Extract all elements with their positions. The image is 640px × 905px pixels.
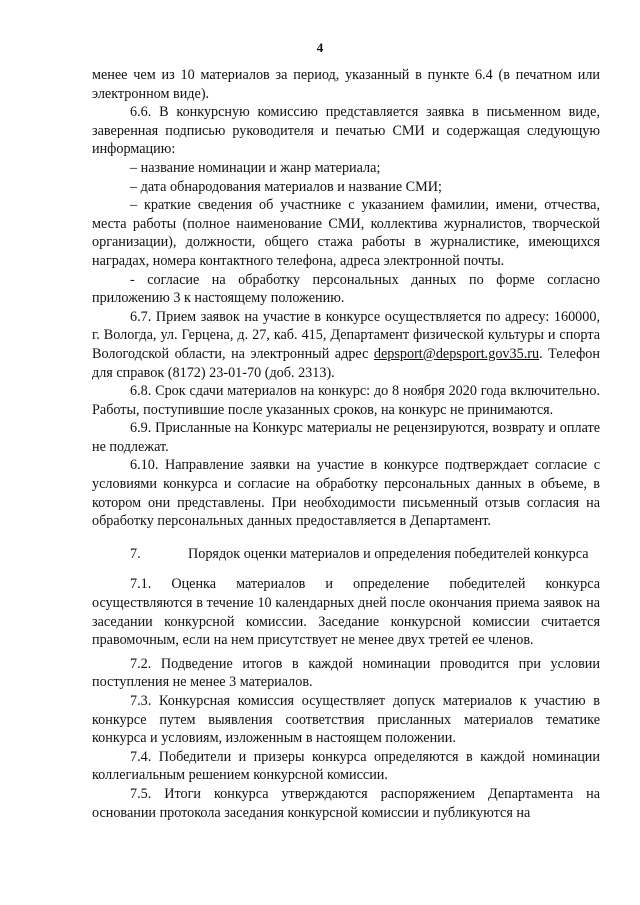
list-item-participant-info: – краткие сведения об участнике с указанием фамилии, имени, отчества, места работы (полное наименование СМИ, коллектива журналистов, творческой организации), должности, общего стажа работы в журналистике, имеющихся наградах, номера контактного телефона, адреса электронной почты. [92, 197, 600, 269]
paragraph-continued: менее чем из 10 материалов за период, указанный в пункте 6.4 (в печатном или электронном виде). [92, 67, 600, 102]
paragraph-7-1: 7.1. Оценка материалов и определение победителей конкурса осуществляются в течение 10 календарных дней после окончания приема заявок на заседании конкурсной комиссии. Заседание конкурсной комиссии считается правомочным, если на нем присутствует не менее двух третей ее членов. [92, 576, 600, 649]
list-item-nomination: – название номинации и жанр материала; [130, 159, 381, 176]
paragraph-6-8: 6.8. Срок сдачи материалов на конкурс: до 8 ноября 2020 года включительно. Работы, поступившие после указанных сроков, на конкурс не принимаются. [92, 383, 600, 418]
email-link[interactable]: depsport@depsport.gov35.ru [373, 345, 540, 362]
list-item-consent: - согласие на обработку персональных данных по форме согласно приложению 3 к настоящему положению. [92, 271, 600, 307]
section-7-heading [92, 545, 600, 564]
section-7-title: Порядок оценки материалов и определения победителей конкурса [188, 545, 589, 562]
paragraph-6-6: 6.6. В конкурсную комиссию представляется заявка в письменном виде, заверенная подписью руководителя и печатью СМИ и содержащая следующую информацию: [92, 104, 600, 158]
paragraph-7-4: 7.4. Победители и призеры конкурса определяются в каждой номинации коллегиальным решением конкурсной комиссии. [92, 748, 600, 784]
paragraph-7-2: 7.2. Подведение итогов в каждой номинации проводится при условии поступления не менее 3 материалов. [92, 655, 600, 691]
paragraph-6-9: 6.9. Присланные на Конкурс материалы не рецензируются, возврату и оплате не подлежат. [92, 420, 600, 455]
paragraph-6-7 [92, 308, 600, 382]
paragraph-6-7-phone: . Телефон для справок (8172) 23-01-70 (доб. 2313). [92, 345, 600, 381]
paragraph-7-5: 7.5. Итоги конкурса утверждаются распоряжением Департамента на основании протокола заседания конкурсной комиссии и публикуются на [92, 785, 600, 821]
document-body [92, 66, 600, 822]
paragraph-7-3: 7.3. Конкурсная комиссия осуществляет допуск материалов к участию в конкурсе путем выявления соответствия присланных материалов тематике конкурса и условиям, изложенным в настоящем положении. [92, 693, 600, 747]
page-number: 4 [316, 40, 324, 55]
paragraph-6-10: 6.10. Направление заявки на участие в конкурсе подтверждает согласие с условиями конкурса и согласие на обработку персональных данных в объеме, в котором они представлены. При необходимости письменный отзыв согласия на обработку персональных данных предоставляется в Департамент. [92, 457, 600, 530]
section-7-number: 7. [130, 545, 141, 562]
list-item-publication-date: – дата обнародования материалов и название СМИ; [130, 178, 442, 195]
paragraph-6-7-address: 6.7. Прием заявок на участие в конкурсе осуществляется по адресу: 160000, г. Вологда, ул. Герцена, д. 27, каб. 415, Департамент физической культуры и спорта Вологодской области, на электронный адрес [92, 308, 600, 362]
